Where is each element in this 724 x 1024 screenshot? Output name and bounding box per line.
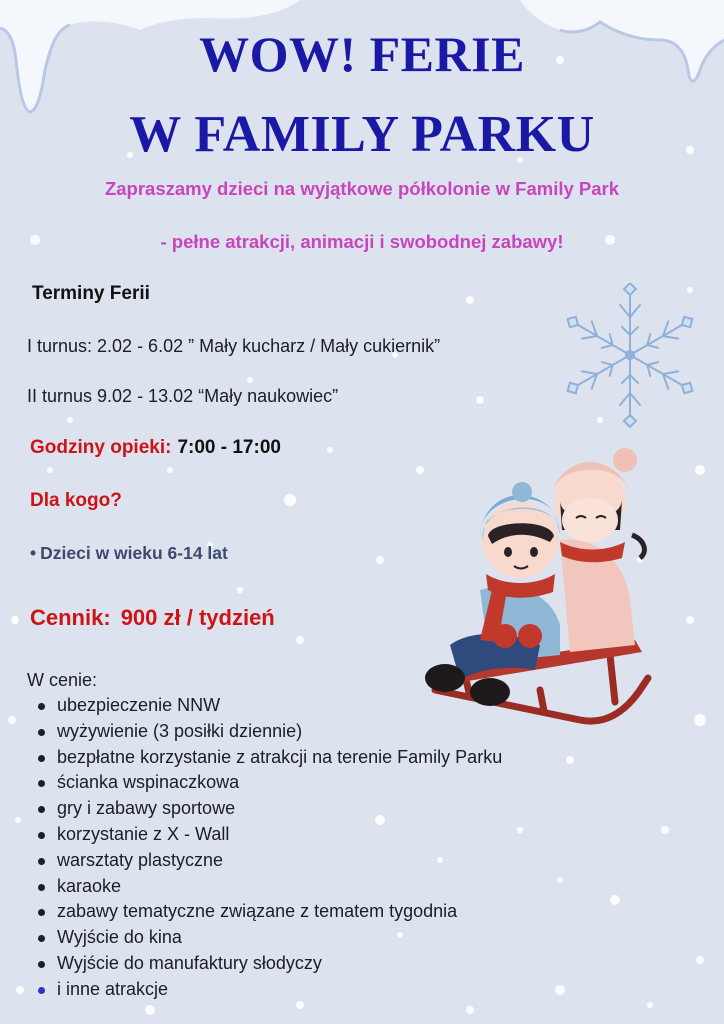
list-item: korzystanie z X - Wall xyxy=(0,822,502,848)
list-item: zabawy tematyczne związane z tematem tygodnia xyxy=(0,899,502,925)
care-hours xyxy=(30,437,281,459)
care-hours-value: 7:00 - 17:00 xyxy=(177,437,281,458)
list-item: gry i zabawy sportowe xyxy=(0,796,502,822)
snowflake-icon xyxy=(560,283,700,428)
price-label: Cennik: xyxy=(30,605,111,630)
included-list xyxy=(0,693,502,1003)
list-item: wyżywienie (3 posiłki dziennie) xyxy=(0,719,502,745)
audience-bullet xyxy=(30,543,228,564)
schedule-heading: Terminy Ferii xyxy=(32,283,150,304)
list-item: warsztaty plastyczne xyxy=(0,848,502,874)
title-line-1: WOW! FERIE xyxy=(199,26,525,82)
list-item: ścianka wspinaczkowa xyxy=(0,770,502,796)
included-heading: W cenie: xyxy=(27,670,98,690)
price-line xyxy=(30,605,275,631)
price-value: 900 zł / tydzień xyxy=(120,605,275,630)
audience-heading: Dla kogo? xyxy=(30,490,122,511)
intro-line-1: Zapraszamy dzieci na wyjątkowe półkolonie w Family Park xyxy=(104,178,620,199)
list-item: i inne atrakcje xyxy=(0,977,502,1003)
intro-line-2: - pełne atrakcji, animacji i swobodnej zabawy! xyxy=(160,231,564,252)
bullet-dot: • xyxy=(30,543,37,563)
list-item: Wyjście do kina xyxy=(0,925,502,951)
title-line-2: W FAMILY PARKU xyxy=(129,106,595,163)
turn-2: II turnus 9.02 - 13.02 “Mały naukowiec” xyxy=(27,386,339,406)
list-item: karaoke xyxy=(0,874,502,900)
list-item: bezpłatne korzystanie z atrakcji na terenie Family Parku xyxy=(0,745,502,771)
children-sled-illustration xyxy=(410,440,660,730)
list-item: Wyjście do manufaktury słodyczy xyxy=(0,951,502,977)
care-hours-label: Godziny opieki: xyxy=(30,437,172,458)
audience-text: Dzieci w wieku 6-14 lat xyxy=(40,543,228,563)
turn-1: I turnus: 2.02 - 6.02 ” Mały kucharz / Mały cukiernik” xyxy=(27,336,441,356)
list-item: ubezpieczenie NNW xyxy=(0,693,502,719)
